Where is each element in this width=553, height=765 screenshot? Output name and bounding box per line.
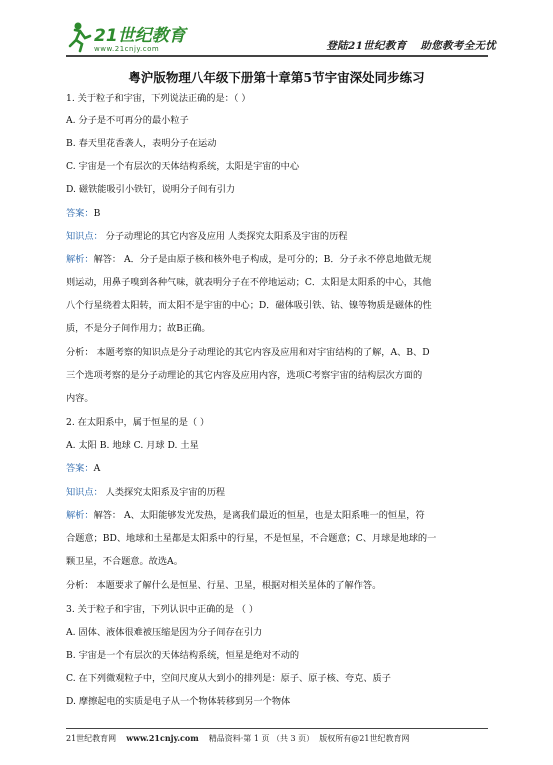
footer-copyright: 版权所有@21世纪教育网	[319, 734, 410, 743]
footer-divider	[66, 728, 488, 729]
line-text: A. 分子是不可再分的最小粒子	[66, 115, 189, 126]
text-line	[66, 137, 216, 151]
labeled-line	[66, 230, 347, 244]
document-title: 粤沪版物理八年级下册第十章第5节宇宙深处同步练习	[128, 70, 425, 85]
line-text: 人类探究太阳系及宇宙的历程	[102, 487, 226, 498]
line-text: 则运动，用鼻子嗅到各种气味，就表明分子在不停地运动；C．太阳是太阳系的中心，其他	[66, 277, 432, 288]
labeled-line	[66, 462, 100, 476]
line-text: 内容。	[66, 393, 94, 404]
line-text: B	[93, 208, 101, 219]
runner-icon	[70, 23, 90, 52]
labeled-line	[66, 486, 225, 500]
line-text: D. 摩擦起电的实质是电子从一个物体转移到另一个物体	[66, 696, 291, 707]
text-line	[66, 416, 209, 430]
page-header	[66, 18, 496, 58]
line-label: 解析：	[66, 510, 94, 521]
text-line	[66, 183, 235, 197]
text-line	[66, 579, 381, 593]
labeled-line	[66, 509, 425, 523]
text-line	[66, 672, 391, 686]
labeled-line	[66, 207, 100, 221]
text-line	[66, 299, 432, 313]
line-text: 2. 在太阳系中，属于恒星的是（ ）	[66, 417, 210, 428]
page-footer	[66, 733, 488, 744]
line-text: 质，不是分子间作用力；故B正确。	[66, 323, 211, 334]
slogan-right: 助您教考全无忧	[420, 40, 496, 52]
text-line	[66, 555, 183, 569]
line-text: 3. 关于粒子和宇宙，下列认识中正确的是 （ ）	[66, 604, 259, 615]
labeled-line	[66, 253, 431, 267]
line-text: D. 磁铁能吸引小铁钉，说明分子间有引力	[66, 184, 236, 195]
text-line	[66, 114, 189, 128]
line-text: 分析： 本题要求了解什么是恒星、行星、卫星，根据对相关星体的了解作答。	[66, 580, 382, 591]
text-line	[66, 92, 251, 106]
header-slogan	[312, 38, 496, 53]
line-text: 1. 关于粒子和宇宙，下列说法正确的是：（ ）	[66, 93, 251, 104]
line-label: 解析：	[66, 254, 94, 265]
header-divider	[66, 55, 488, 57]
footer-url[interactable]: www.21cnjy.com	[126, 733, 199, 743]
text-line	[66, 439, 199, 453]
text-line	[66, 346, 430, 360]
text-line	[66, 369, 422, 383]
text-line	[66, 649, 299, 663]
text-line	[66, 392, 94, 406]
text-line	[66, 626, 262, 640]
footer-site-name: 21世纪教育网	[66, 734, 117, 743]
line-text: 颗卫星，不合题意。故选A。	[66, 556, 183, 567]
line-label: 知识点：	[66, 487, 103, 498]
logo-text: 21世纪教育	[94, 26, 186, 46]
line-text: B. 春天里花香袭人，表明分子在运动	[66, 138, 217, 149]
logo-url: www.21cnjy.com	[94, 45, 160, 53]
line-label: 答案：	[66, 463, 94, 474]
text-line	[66, 322, 211, 336]
text-line	[66, 160, 299, 174]
line-label: 答案：	[66, 208, 94, 219]
line-text: A	[93, 463, 101, 474]
line-text: 分析： 本题考察的知识点是分子动理论的其它内容及应用和对宇宙结构的了解，A、B、D	[66, 347, 430, 358]
slogan-left: 登陆21世纪教育	[326, 40, 407, 52]
line-text: 合题意；BD、地球和土星都是太阳系中的行星，不是恒星，不合题意；C、月球是地球的一	[66, 533, 437, 544]
line-text: 八个行星绕着太阳转，而太阳不是宇宙的中心；D．磁体吸引铁、钴、镍等物质是磁体的性	[66, 300, 432, 311]
line-text: 三个选项考察的是分子动理论的其它内容及应用内容，选项C考察宇宙的结构层次方面的	[66, 370, 423, 381]
line-text: C. 宇宙是一个有层次的天体结构系统，太阳是宇宙的中心	[66, 161, 300, 172]
line-label: 知识点：	[66, 231, 103, 242]
text-line	[66, 695, 290, 709]
line-text: 解答： A．分子是由原子核和核外电子构成，是可分的；B．分子永不停息地做无规	[93, 254, 432, 265]
line-text: 解答： A、太阳能够发光发热，是离我们最近的恒星，也是太阳系唯一的恒星，符	[93, 510, 425, 521]
line-text: A. 固体、液体很难被压缩是因为分子间存在引力	[66, 627, 263, 638]
text-line	[66, 532, 436, 546]
text-line	[66, 276, 431, 290]
footer-page-info: 精品资料·第 1 页 （共 3 页）	[208, 734, 315, 743]
line-text: C. 在下列微观粒子中，空间尺度从大到小的排列是：原子、原子核、夸克、质子	[66, 673, 391, 684]
line-text: B. 宇宙是一个有层次的天体结构系统，恒星是绝对不动的	[66, 650, 300, 661]
line-text: 分子动理论的其它内容及应用 人类探究太阳系及宇宙的历程	[102, 231, 348, 242]
line-text: A. 太阳 B. 地球 C. 月球 D. 土星	[66, 440, 199, 451]
text-line	[66, 603, 258, 617]
